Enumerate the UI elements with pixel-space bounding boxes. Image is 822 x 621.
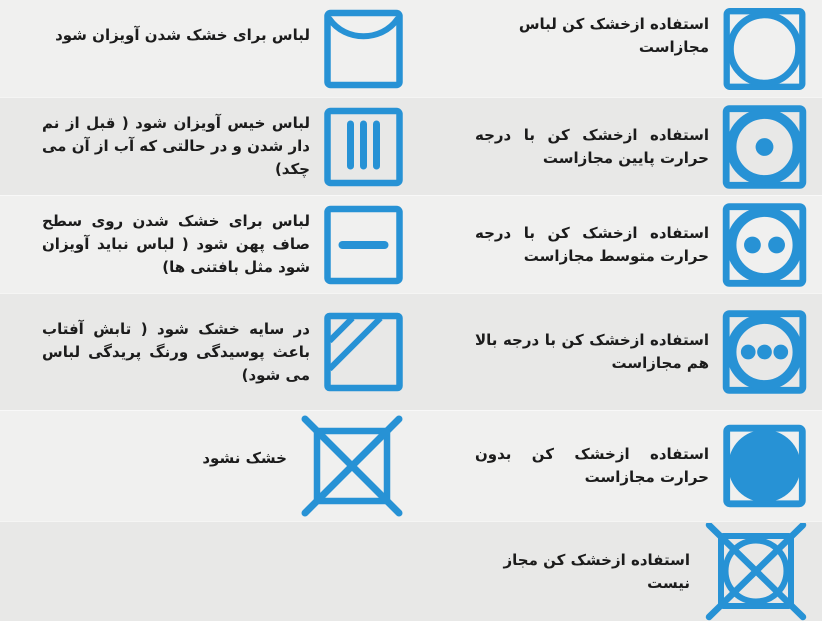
table-row (0, 521, 822, 621)
instruction-text: لباس برای خشک شدن روی سطح صاف پهن شود ( لباس نباید آویزان شود مثل بافتنی ها) (42, 212, 310, 276)
drip-dry-icon (323, 107, 404, 187)
tumble-dry-high-heat-cell (411, 294, 822, 410)
instruction-text: در سایه خشک شود ( تابش آفتاب باعث پوسیدگی ورنگ پریدگی لباس می شود) (42, 319, 310, 384)
tumble-dry-medium-heat-icon (722, 203, 807, 287)
do-not-tumble-dry-icon (703, 523, 807, 621)
do-not-dry-icon (300, 414, 404, 518)
hang-dry-cell (0, 0, 411, 97)
table-row (0, 410, 822, 521)
do-not-tumble-dry-cell (411, 522, 822, 621)
do-not-dry-cell (0, 411, 411, 521)
instruction-text: استفاده ازخشک کن با درجه حرارت پایین مجازاست (475, 125, 709, 167)
instruction-text: خشک نشود (202, 448, 287, 467)
instruction-text: استفاده ازخشک کن با درجه بالا هم مجازاست (475, 331, 709, 372)
instruction-text: استفاده ازخشک کن مجاز نیست (503, 550, 690, 592)
hang-dry-icon (323, 9, 404, 89)
instruction-text: لباس برای خشک شدن آویزان شود (55, 26, 310, 44)
instruction-text: استفاده ازخشک کن با درجه حرارت متوسط مجازاست (475, 223, 709, 265)
tumble-dry-no-heat-icon (722, 424, 807, 508)
tumble-dry-medium-heat-cell (411, 196, 822, 293)
shade-dry-cell (0, 294, 411, 410)
shade-dry-icon (323, 312, 404, 392)
tumble-dry-allowed-cell (411, 0, 822, 97)
table-row (0, 0, 822, 97)
instruction-text: استفاده ازخشک کن لباس مجازاست (518, 14, 709, 56)
tumble-dry-no-heat-cell (411, 411, 822, 521)
instruction-text: لباس خیس آویزان شود ( قبل از نم دار شدن و در حالتی که آب از آن می چکد) (42, 114, 310, 178)
table-row (0, 97, 822, 195)
table-row (0, 195, 822, 293)
tumble-dry-allowed-icon (722, 7, 807, 91)
tumble-dry-high-heat-icon (722, 310, 807, 394)
tumble-dry-low-heat-icon (722, 105, 807, 189)
tumble-dry-low-heat-cell (411, 98, 822, 195)
table-row (0, 293, 822, 410)
flat-dry-cell (0, 196, 411, 293)
instruction-text: استفاده ازخشک کن بدون حرارت مجازاست (475, 445, 709, 486)
empty-cell (0, 522, 411, 621)
flat-dry-icon (323, 205, 404, 285)
drip-dry-cell (0, 98, 411, 195)
